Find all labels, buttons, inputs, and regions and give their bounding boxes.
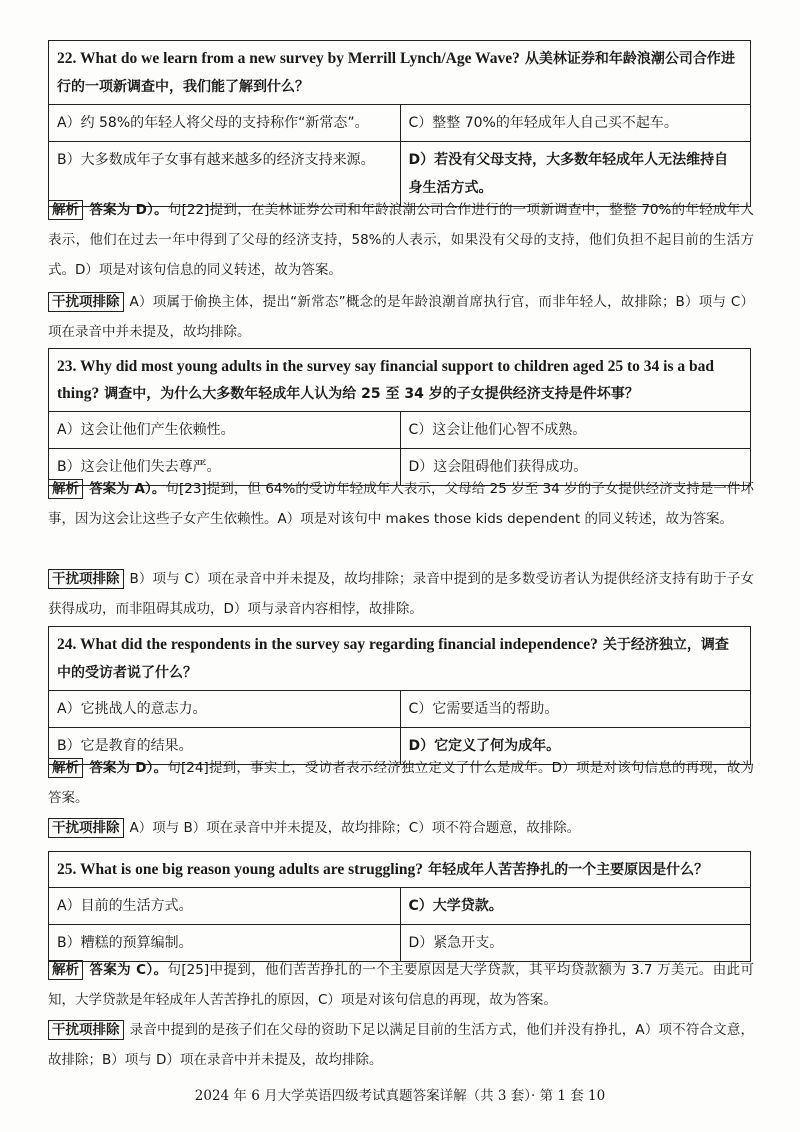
analysis-tag: 解析 — [48, 200, 83, 220]
distractor-tag: 干扰项排除 — [48, 292, 124, 312]
question-23-en: 23. Why did most young adults in the survey say financial support to children aged 25 to 34 is a bad thing? — [57, 358, 715, 402]
options-row-1 — [49, 412, 750, 449]
option-b: B）这会让他们失去尊严。 — [57, 459, 221, 475]
question-22-table — [48, 40, 751, 207]
analysis-text: 句[22]提到，在美林证券公司和年龄浪潮公司合作进行的一项新调查中，整整 70%的年轻成年人表示，他们在过去一年中得到了父母的经济支持，58%的人表示，如果没有父母的支持，他们负担不起目前的生活方式。D）项是对该句信息的同义转述，故为答案。 — [48, 202, 755, 278]
question-25-stem — [49, 852, 750, 888]
option-a: A）目前的生活方式。 — [57, 898, 193, 914]
option-a-correct: A）这会让他们产生依赖性。 — [57, 422, 235, 438]
option-d: D）这会阻碍他们获得成功。 — [400, 449, 751, 485]
distractor-tag: 干扰项排除 — [48, 569, 124, 589]
analysis-tag: 解析 — [48, 479, 83, 499]
options-row-1 — [49, 691, 750, 728]
distractor-24 — [48, 813, 754, 843]
option-c: C）它需要适当的帮助。 — [400, 691, 751, 727]
options-row-1 — [49, 888, 750, 925]
distractor-tag: 干扰项排除 — [48, 818, 124, 838]
option-c-correct: C）大学贷款。 — [400, 888, 751, 924]
option-b: B）糟糕的预算编制。 — [57, 935, 193, 951]
analysis-23 — [48, 474, 754, 534]
answer-label: 答案为 D）。 — [89, 760, 168, 776]
question-23-table — [48, 348, 751, 486]
question-24-table — [48, 626, 751, 765]
distractor-text: A）项属于偷换主体，提出“新常态”概念的是年龄浪潮首席执行官，而非年轻人，故排除；B）项与 C）项在录音中并未提及，故均排除。 — [48, 294, 754, 340]
distractor-text: A）项与 B）项在录音中并未提及，故均排除；C）项不符合题意，故排除。 — [129, 820, 581, 836]
question-24-en: 24. What did the respondents in the survey say regarding financial independence? — [57, 636, 598, 653]
option-d-correct: D）它定义了何为成年。 — [400, 728, 751, 764]
option-d: D）紧急开支。 — [400, 925, 751, 961]
analysis-22 — [48, 195, 754, 285]
distractor-text: 录音中提到的是孩子们在父母的资助下足以满足目前的生活方式，他们并没有挣扎，A）项不符合文意，故排除；B）项与 D）项在录音中并未提及，故均排除。 — [48, 1022, 754, 1068]
question-22-stem — [49, 41, 750, 105]
answer-label: 答案为 D）。 — [89, 202, 168, 218]
analysis-text: 句[23]提到，但 64%的受访年轻成年人表示，父母给 25 岁至 34 岁的子女提供经济支持是一件坏事，因为这会让这些子女产生依赖性。A）项是对该句中 makes those kids dependent 的同义转述，故为答案。 — [48, 481, 754, 527]
question-22-cn: 从美林证券和年龄浪潮公司合作进行的一项新调查中，我们能了解到什么？ — [57, 51, 735, 95]
question-25-table — [48, 851, 751, 962]
analysis-text: 句[25]中提到，他们苦苦挣扎的一个主要原因是大学贷款，其平均贷款额为 3.7 万美元。由此可知，大学贷款是年轻成年人苦苦挣扎的原因，C）项是对该句信息的再现，故为答案。 — [48, 962, 755, 1008]
analysis-24 — [48, 753, 754, 813]
options-row-1 — [49, 105, 750, 142]
option-a: A）它挑战人的意志力。 — [57, 701, 207, 717]
question-24-cn: 关于经济独立，调查中的受访者说了什么？ — [57, 637, 729, 681]
question-22-en: 22. What do we learn from a new survey by Merrill Lynch/Age Wave? — [57, 50, 520, 67]
question-25-en: 25. What is one big reason young adults are struggling? — [57, 861, 424, 878]
page-footer: 2024 年 6 月大学英语四级考试真题答案详解（共 3 套）· 第 1 套 10 — [194, 1088, 606, 1104]
option-d-correct: D）若没有父母支持，大多数年轻成年人无法维持自身生活方式。 — [400, 142, 751, 206]
analysis-25 — [48, 955, 754, 1015]
distractor-23 — [48, 564, 754, 624]
analysis-tag: 解析 — [48, 758, 83, 778]
analysis-tag: 解析 — [48, 960, 83, 980]
question-23-cn: 调查中，为什么大多数年轻成年人认为给 25 至 34 岁的子女提供经济支持是件坏事？ — [104, 386, 639, 402]
distractor-22 — [48, 287, 754, 347]
distractor-text: B）项与 C）项在录音中并未提及，故均排除；录音中提到的是多数受访者认为提供经济支持有助于子女获得成功，而非阻碍其成功，D）项与录音内容相悖，故排除。 — [48, 571, 754, 617]
option-b: B）大多数成年子女事有越来越多的经济支持来源。 — [57, 152, 375, 168]
question-23-stem — [49, 349, 750, 412]
question-25-cn: 年轻成年人苦苦挣扎的一个主要原因是什么？ — [428, 862, 709, 878]
distractor-tag: 干扰项排除 — [48, 1020, 124, 1040]
question-24-stem — [49, 627, 750, 691]
option-c: C）整整 70%的年轻成年人自己买不起车。 — [400, 105, 751, 141]
answer-label: 答案为 A）。 — [89, 481, 166, 497]
analysis-text: 句[24]提到，事实上，受访者表示经济独立定义了什么是成年。D）项是对该句信息的再现，故为答案。 — [48, 760, 754, 806]
distractor-25 — [48, 1015, 754, 1075]
answer-label: 答案为 C）。 — [89, 962, 168, 978]
option-a: A）约 58%的年轻人将父母的支持称作“新常态”。 — [57, 115, 369, 131]
option-b: B）它是教育的结果。 — [57, 738, 193, 754]
option-c: C）这会让他们心智不成熟。 — [400, 412, 751, 448]
